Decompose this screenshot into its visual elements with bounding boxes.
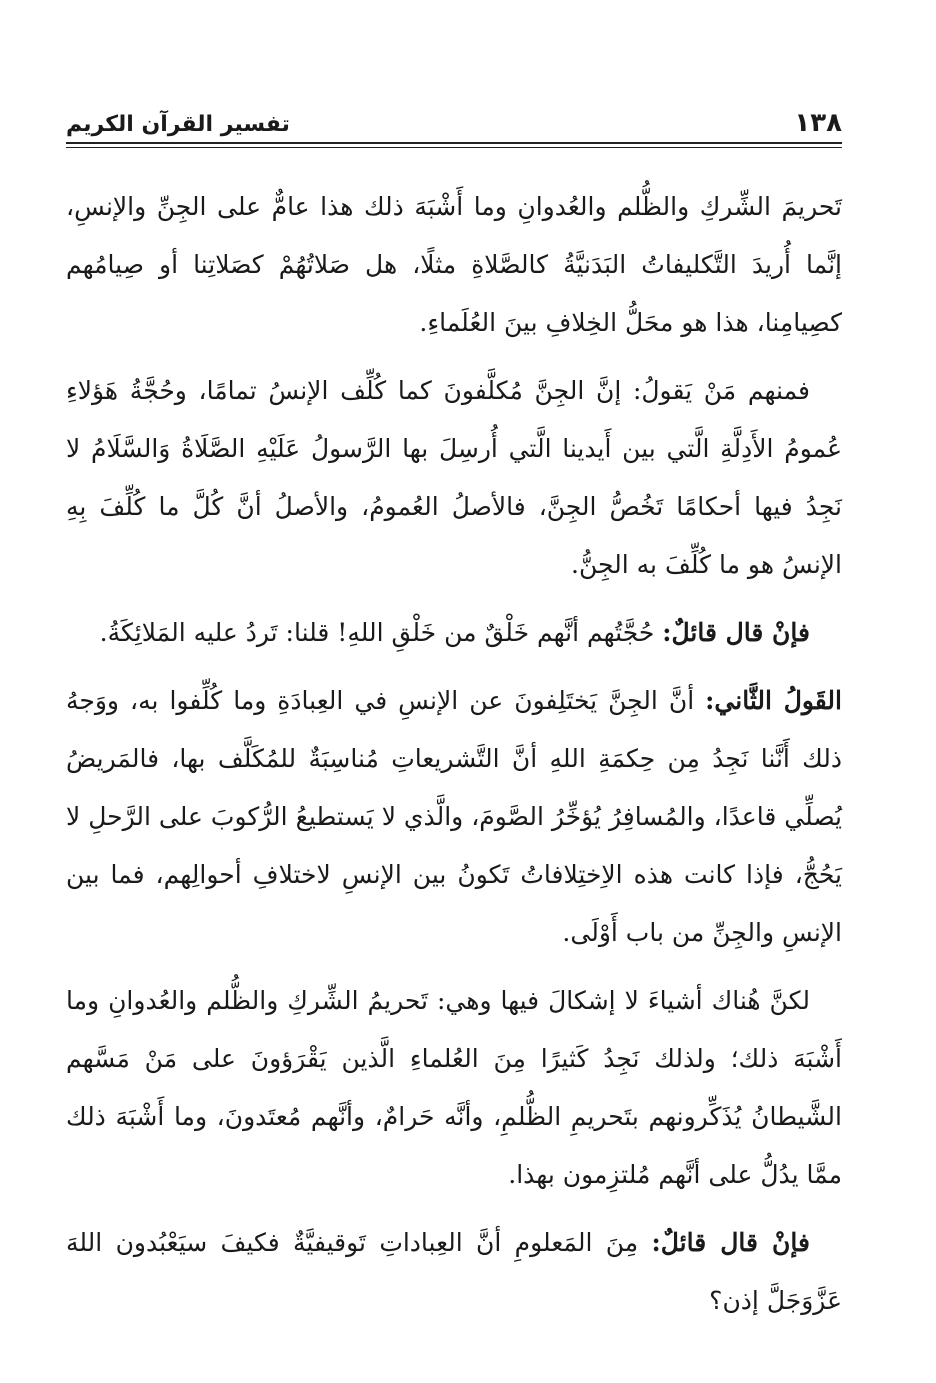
paragraph-5 bbox=[66, 972, 842, 1204]
paragraph-1 bbox=[66, 178, 842, 352]
header-rule-thin bbox=[66, 147, 842, 148]
page-header bbox=[66, 104, 842, 144]
paragraph-lead: فإنْ قال قائلٌ: bbox=[662, 618, 810, 647]
paragraph-text: حُجَّتُهم أنَّهم خَلْقٌ من خَلْقِ اللهِ! قلنا: تَردُ عليه المَلائِكَةُ. bbox=[99, 618, 655, 647]
running-title: تفسير القرآن الكريم bbox=[66, 112, 290, 137]
paragraph-text: أنَّ الجِنَّ يَختَلِفونَ عن الإنسِ في العِبادَةِ وما كُلِّفوا به، ووَجهُ ذلك أَنَّنا نَجِدُ مِن حِكمَةِ اللهِ أنَّ التَّشريعاتِ مُناسِبَةٌ للمُكَلَّف بها، فالمَريضُ يُصلِّي قاعدًا، والمُسافِرُ يُؤخِّرُ الصَّومَ، والَّذي لا يَستطيعُ الرُّكوبَ على الرَّحلِ لا يَحُجُّ، فإذا كانت هذه الاِختِلافاتُ تَكونُ بين الإنسِ لاختلافِ أحوالِهم، فما بين الإنسِ والجِنِّ من باب أَوْلَى. bbox=[66, 686, 842, 947]
paragraph-6 bbox=[66, 1214, 842, 1330]
paragraph-text: فمنهم مَنْ يَقولُ: إنَّ الجِنَّ مُكلَّفونَ كما كُلِّف الإنسُ تمامًا، وحُجَّةُ هَؤلاءِ عُمومُ الأَدِلَّةِ الَّتي بين أَيدينا الَّتي أُرسِلَ بها الرَّسولُ عَلَيْهِ الصَّلَاةُ وَالسَّلَامُ لا نَجِدُ فيها أحكامًا تَخُصُّ الجِنَّ، فالأصلُ العُمومُ، والأصلُ أنَّ كُلَّ ما كُلِّفَ بِهِ الإنسُ هو ما كُلِّفَ به الجِنُّ. bbox=[66, 376, 842, 579]
paragraph-lead: فإنْ قال قائلٌ: bbox=[651, 1228, 810, 1257]
paragraph-2 bbox=[66, 362, 842, 594]
paragraph-text: لكنَّ هُناك أشياءَ لا إشكالَ فيها وهي: تَحريمُ الشِّركِ والظُّلم والعُدوانِ وما أَشْبَهَ ذلك؛ ولذلك نَجِدُ كَثيرًا مِنَ العُلماءِ الَّذين يَقْرَؤونَ على مَنْ مَسَّهم الشَّيطانُ يُذَكِّرونهم بتَحريمِ الظُّلمِ، وأنَّه حَرامٌ، وأنَّهم مُعتَدونَ، وما أَشْبَهَ ذلك ممَّا يدُلُّ على أنَّهم مُلتزِمون بهذا. bbox=[66, 986, 842, 1189]
header-rule bbox=[66, 142, 842, 144]
paragraph-lead: القَولُ الثَّاني: bbox=[705, 686, 842, 715]
paragraph-3 bbox=[66, 604, 842, 662]
paragraph-text: تَحريمَ الشِّركِ والظُّلم والعُدوانِ وما أَشْبَهَ ذلك هذا عامٌّ على الجِنِّ والإنسِ، إنَّما أُريدَ التَّكليفاتُ البَدَنيَّةُ كالصَّلاةِ مثلًا، هل صَلاتُهُمْ كصَلاتِنا أو صِيامُهم كصِيامِنا، هذا هو محَلُّ الخِلافِ بينَ العُلَماءِ. bbox=[66, 192, 842, 337]
paragraph-text: مِنَ المَعلومِ أنَّ العِباداتِ تَوقيفيَّةٌ فكيفَ سيَعْبُدون اللهَ عَزَّوَجَلَّ إذن؟ bbox=[66, 1228, 842, 1315]
page-body bbox=[66, 178, 842, 1340]
page-number: ١٣٨ bbox=[794, 108, 842, 138]
paragraph-4 bbox=[66, 672, 842, 962]
